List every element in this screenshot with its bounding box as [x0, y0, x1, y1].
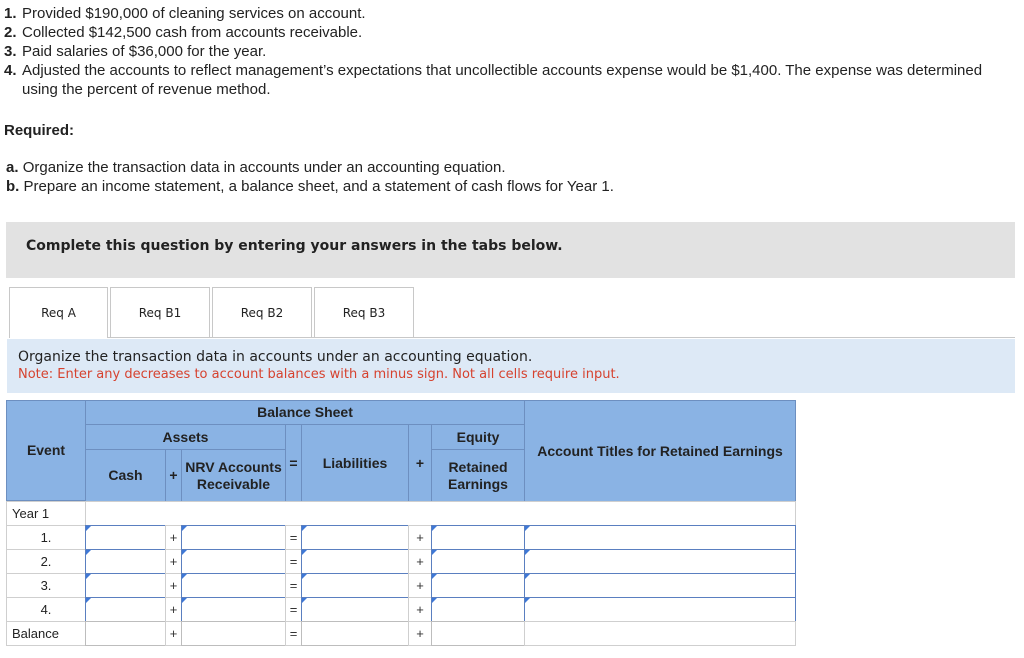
list-item — [4, 4, 997, 23]
plus-sign: + — [165, 597, 182, 622]
plus-header: + — [165, 449, 182, 502]
required-parts — [6, 158, 614, 196]
tab-req-a[interactable]: Req A — [9, 287, 108, 338]
instruction-panel — [7, 339, 1015, 393]
tab-divider — [9, 337, 1015, 338]
cash-input[interactable] — [85, 597, 166, 622]
balance-nrv-input[interactable] — [181, 621, 286, 646]
equals-sign: = — [285, 621, 302, 646]
year-label: Year 1 — [6, 501, 86, 526]
item-number: 2. — [4, 24, 17, 41]
plus-header: + — [408, 424, 432, 502]
account-title-input[interactable] — [524, 597, 796, 622]
required-heading: Required: — [4, 122, 75, 139]
event-number: 1. — [6, 525, 86, 550]
part-item — [6, 158, 614, 177]
liabilities-input[interactable] — [301, 597, 409, 622]
plus-sign: + — [165, 621, 182, 646]
account-titles-header: Account Titles for Retained Earnings — [524, 400, 796, 502]
balance-row-blank — [524, 621, 796, 646]
item-number: 4. — [4, 62, 17, 79]
equals-sign: = — [285, 525, 302, 550]
plus-sign: + — [165, 573, 182, 598]
item-text: Collected $142,500 cash from accounts receivable. — [22, 24, 363, 41]
balance-retained-earnings-input[interactable] — [431, 621, 525, 646]
cash-input[interactable] — [85, 573, 166, 598]
tab-req-b3[interactable]: Req B3 — [314, 287, 414, 337]
plus-sign: + — [408, 573, 432, 598]
nrv-input[interactable] — [181, 525, 286, 550]
balance-sheet-header: Balance Sheet — [85, 400, 525, 425]
liabilities-input[interactable] — [301, 525, 409, 550]
plus-sign: + — [408, 621, 432, 646]
plus-sign: + — [165, 549, 182, 574]
list-item — [4, 61, 997, 99]
liabilities-input[interactable] — [301, 549, 409, 574]
cash-input[interactable] — [85, 525, 166, 550]
banner-text: Complete this question by entering your answers in the tabs below. — [26, 238, 563, 254]
cash-input[interactable] — [85, 549, 166, 574]
part-text: Organize the transaction data in accounts under an accounting equation. — [22, 159, 506, 176]
event-header: Event — [6, 400, 86, 501]
retained-earnings-input[interactable] — [431, 573, 525, 598]
item-text: Paid salaries of $36,000 for the year. — [22, 43, 267, 60]
part-letter: a. — [6, 159, 19, 176]
plus-sign: + — [408, 549, 432, 574]
part-item — [6, 177, 614, 196]
nrv-header: NRV Accounts Receivable — [181, 449, 286, 502]
account-title-input[interactable] — [524, 525, 796, 550]
tab-req-b1[interactable]: Req B1 — [110, 287, 210, 337]
liabilities-header: Liabilities — [301, 424, 409, 502]
retained-earnings-header: Retained Earnings — [431, 449, 525, 502]
event-number: 3. — [6, 573, 86, 598]
balance-label: Balance — [6, 621, 86, 646]
note-text: Note: Enter any decreases to account balances with a minus sign. Not all cells require input. — [18, 367, 620, 382]
plus-sign: + — [408, 597, 432, 622]
tab-req-b2[interactable]: Req B2 — [212, 287, 312, 337]
equals-sign: = — [285, 573, 302, 598]
item-number: 3. — [4, 43, 17, 60]
plus-sign: + — [408, 525, 432, 550]
account-title-input[interactable] — [524, 573, 796, 598]
instruction-banner — [6, 222, 1015, 278]
nrv-input[interactable] — [181, 597, 286, 622]
equals-sign: = — [285, 597, 302, 622]
event-number: 2. — [6, 549, 86, 574]
liabilities-input[interactable] — [301, 573, 409, 598]
list-item — [4, 23, 997, 42]
equals-header: = — [285, 424, 302, 502]
retained-earnings-input[interactable] — [431, 597, 525, 622]
assets-header: Assets — [85, 424, 286, 450]
retained-earnings-input[interactable] — [431, 525, 525, 550]
cash-header: Cash — [85, 449, 166, 502]
balance-cash-input[interactable] — [85, 621, 166, 646]
balance-liabilities-input[interactable] — [301, 621, 409, 646]
item-text: Adjusted the accounts to reflect management’s expectations that uncollectible accounts expense would be $1,400. The expense was determined using the percent of revenue method. — [22, 62, 983, 98]
list-item — [4, 42, 997, 61]
nrv-input[interactable] — [181, 573, 286, 598]
instruction-text: Organize the transaction data in accounts under an accounting equation. — [18, 349, 533, 365]
transaction-list — [4, 4, 997, 99]
event-number: 4. — [6, 597, 86, 622]
nrv-input[interactable] — [181, 549, 286, 574]
year-row-blank — [85, 501, 796, 526]
plus-sign: + — [165, 525, 182, 550]
equity-header: Equity — [431, 424, 525, 450]
part-text: Prepare an income statement, a balance sheet, and a statement of cash flows for Year 1. — [23, 178, 614, 195]
part-letter: b. — [6, 178, 20, 195]
item-number: 1. — [4, 5, 17, 22]
retained-earnings-input[interactable] — [431, 549, 525, 574]
account-title-input[interactable] — [524, 549, 796, 574]
equals-sign: = — [285, 549, 302, 574]
item-text: Provided $190,000 of cleaning services on account. — [22, 5, 366, 22]
